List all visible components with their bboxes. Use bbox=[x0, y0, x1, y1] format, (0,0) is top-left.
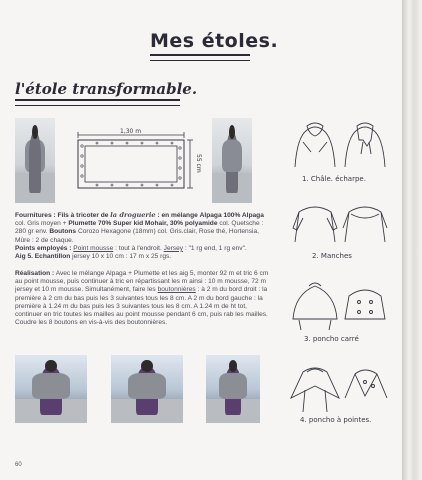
materials-text-3: col. Quetsche : 280 gr env. bbox=[15, 220, 264, 236]
materials-yarn-2: Plumette 70% Super kid Mohair, 30% polyamide bbox=[68, 220, 218, 228]
stitches-label: Points employés : bbox=[15, 244, 72, 252]
caption-sleeves: 2. Manches bbox=[312, 252, 352, 260]
illustration-pointed-poncho bbox=[285, 356, 397, 416]
materials-buttons-label: Boutons bbox=[49, 228, 77, 236]
page-number: 60 bbox=[15, 462, 22, 468]
section-title: l'étole transformable. bbox=[15, 80, 198, 98]
section-title-underline bbox=[15, 99, 180, 106]
model-photo-bottom-1 bbox=[15, 355, 87, 423]
model-photo-bottom-2 bbox=[111, 355, 183, 423]
book-gutter bbox=[402, 0, 422, 480]
stitch-jersey-desc: : "1 rg end, 1 rg env". bbox=[184, 244, 247, 252]
instructions-text-2: : à 2 m du bord droit : la première à 2 cm du bas puis les 3 suivantes tous les 8 cm. A 2 m du bord gauche : la première à 1.24 m du bas puis les 3 suivantes tous les 8 cm. A 1.24 m de ht tot, continuer en tric toutes les mailles au point mousse pendant 6 cm, puis rab les mailles. Coudre les 8 boutons en vis-à-vis des boutonnières. bbox=[15, 286, 268, 327]
chapter-title: Mes étoles. bbox=[150, 30, 279, 52]
stitch-garter: Point mousse bbox=[73, 244, 114, 252]
buttonholes-term: boutonnières bbox=[157, 286, 196, 294]
illustration-sleeves bbox=[285, 192, 397, 252]
height-dimension-label: 55 cm bbox=[195, 154, 202, 173]
instructions-label: Réalisation : bbox=[15, 270, 55, 277]
illustration-square-poncho bbox=[285, 274, 397, 334]
caption-pointed-poncho: 4. poncho à pointes. bbox=[300, 416, 372, 424]
materials-text-4: Corozo Hexagone (18mm) col. Gris.clair, Rose thé, Hortensia, Mûre : 2 de chaque. bbox=[15, 228, 259, 244]
brand-name: la droguerie bbox=[110, 211, 156, 219]
caption-square-poncho: 3. poncho carré bbox=[304, 335, 359, 343]
materials-text-2: col. Gris moyen + bbox=[15, 220, 67, 228]
width-dimension-label: 1,30 m bbox=[120, 128, 142, 135]
materials-text-1: : en mélange bbox=[157, 212, 198, 219]
materials-block bbox=[15, 211, 273, 261]
gauge-text: jersey 10 x 10 cm : 17 m x 25 rgs. bbox=[72, 253, 172, 261]
caption-shawl-scarf: 1. Châle. écharpe. bbox=[302, 175, 366, 183]
stole-schematic bbox=[72, 126, 200, 196]
model-photo-front bbox=[15, 118, 55, 203]
instructions-text-1: Avec le mélange Alpaga + Plumette et les aig 5, monter 92 m et tric 6 cm au point mousse, puis continuer à tric en répartissant les m ainsi : 10 m mousse, 72 m jersey et 10 m mousse. Simultanément, faire les bbox=[15, 270, 269, 294]
materials-yarn-1: Alpaga 100% Alpaga bbox=[199, 212, 264, 219]
materials-label: Fournitures : Fils à tricoter de bbox=[15, 212, 109, 219]
model-photo-bottom-3 bbox=[206, 355, 260, 423]
stitch-garter-desc: : tout à l'endroit. bbox=[115, 244, 162, 252]
model-photo-back bbox=[212, 118, 252, 203]
chapter-title-underline bbox=[150, 54, 250, 61]
stitch-jersey: Jersey bbox=[163, 244, 184, 252]
gauge-label: Aig 5. Echantillon bbox=[15, 253, 71, 261]
instructions-block bbox=[15, 270, 273, 327]
